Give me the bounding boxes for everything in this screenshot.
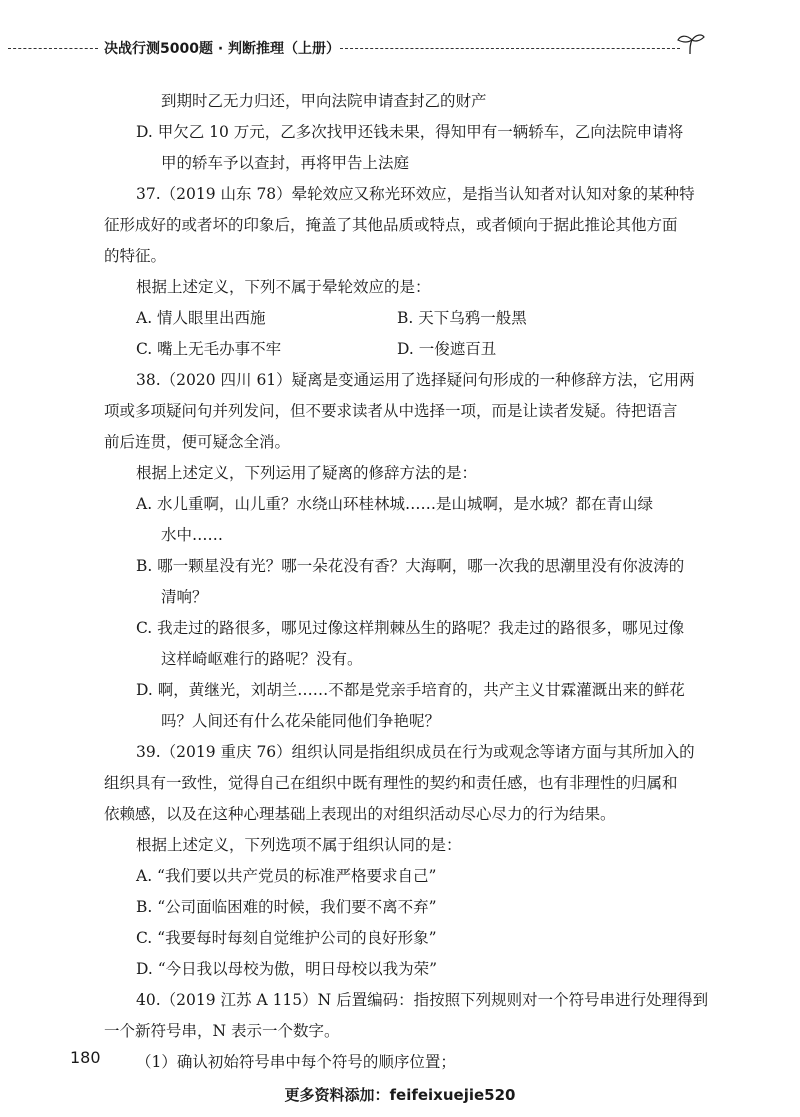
question-40-title: 40.（2019 江苏 A 115）N 后置编码：指按照下列规则对一个符号串进行处理得到 — [136, 991, 709, 1009]
text-line: 甲的轿车予以查封，再将甲告上法庭 — [161, 154, 410, 172]
option-a: A. 情人眼里出西施 — [136, 309, 266, 327]
text-line: 的特征。 — [104, 247, 167, 265]
option-d: D. 啊，黄继光，刘胡兰……不都是党亲手培育的，共产主义甘霖灌溉出来的鲜花 — [136, 681, 685, 699]
running-header — [0, 34, 800, 64]
text-line: 前后连贯，便可疑念全消。 — [104, 433, 291, 451]
book-title: 决战行测5000题 · 判断推理（上册） — [104, 41, 341, 57]
rule-item: （1）确认初始符号串中每个符号的顺序位置； — [136, 1053, 456, 1071]
text-line: 征形成好的或者坏的印象后，掩盖了其他品质或特点，或者倾向于据此推论其他方面 — [104, 216, 678, 234]
question-37-title: 37.（2019 山东 78）晕轮效应又称光环效应，是指当认知者对认知对象的某种特 — [136, 185, 695, 203]
text-line: 吗？人间还有什么花朵能同他们争艳呢？ — [161, 712, 441, 730]
option-d: D. 一俊遮百丑 — [397, 340, 497, 358]
option-a: A. “我们要以共产党员的标准严格要求自己” — [136, 867, 437, 885]
text-line: 清响？ — [161, 588, 208, 606]
header-rule-left — [8, 48, 98, 49]
header-rule-right — [340, 48, 680, 49]
option-b: B. 哪一颗星没有光？哪一朵花没有香？大海啊，哪一次我的思潮里没有你波涛的 — [136, 557, 685, 575]
option-b: B. 天下乌鸦一般黑 — [397, 309, 527, 327]
question-prompt: 根据上述定义，下列选项不属于组织认同的是： — [136, 836, 462, 854]
question-39-title: 39.（2019 重庆 76）组织认同是指组织成员在行为或观念等诸方面与其所加入的 — [136, 743, 695, 761]
option-d: D. “今日我以母校为傲，明日母校以我为荣” — [136, 960, 438, 978]
option-c: C. 嘴上无毛办事不牢 — [136, 340, 282, 358]
text-line: 项或多项疑问句并列发问，但不要求读者从中选择一项，而是让读者发疑。待把语言 — [104, 402, 678, 420]
text-line: D. 甲欠乙 10 万元，乙多次找甲还钱未果，得知甲有一辆轿车，乙向法院申请将 — [136, 123, 684, 141]
footer-note: 更多资料添加：feifeixuejie520 — [284, 1086, 516, 1104]
option-b: B. “公司面临困难的时候，我们要不离不弃” — [136, 898, 437, 916]
option-a: A. 水儿重啊，山儿重？水绕山环桂林城……是山城啊，是水城？都在青山绿 — [136, 495, 654, 513]
question-prompt: 根据上述定义，下列运用了疑离的修辞方法的是： — [136, 464, 478, 482]
text-line: 到期时乙无力归还，甲向法院申请查封乙的财产 — [161, 92, 487, 110]
text-line: 水中…… — [161, 526, 224, 544]
question-prompt: 根据上述定义，下列不属于晕轮效应的是： — [136, 278, 431, 296]
question-38-title: 38.（2020 四川 61）疑离是变通运用了选择疑问句形成的一种修辞方法，它用两 — [136, 371, 695, 389]
text-line: 这样崎岖难行的路呢？没有。 — [161, 650, 363, 668]
text-line: 组织具有一致性，觉得自己在组织中既有理性的契约和责任感，也有非理性的归属和 — [104, 774, 678, 792]
sprout-icon — [676, 32, 706, 56]
page-number: 180 — [70, 1048, 101, 1067]
text-line: 依赖感，以及在这种心理基础上表现出的对组织活动尽心尽力的行为结果。 — [104, 805, 616, 823]
option-c: C. 我走过的路很多，哪见过像这样荆棘丛生的路呢？我走过的路很多，哪见过像 — [136, 619, 685, 637]
option-c: C. “我要每时每刻自觉维护公司的良好形象” — [136, 929, 437, 947]
text-line: 一个新符号串，N 表示一个数字。 — [104, 1022, 340, 1040]
